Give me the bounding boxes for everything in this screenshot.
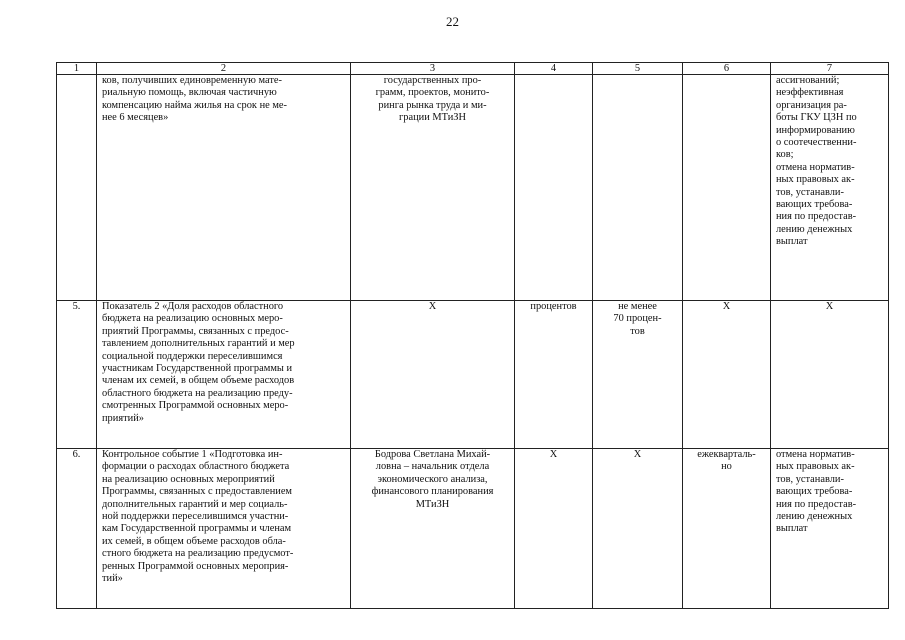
cell-line: социальной поддержки переселившимся bbox=[102, 350, 283, 362]
cell-line: Х bbox=[549, 449, 558, 460]
column-number: 6 bbox=[683, 63, 771, 75]
cell-line: МТиЗН bbox=[415, 498, 450, 510]
cell-line: ных правовых ак- bbox=[776, 461, 855, 473]
cell-line: тов bbox=[630, 325, 645, 337]
cell-line: лению денежных bbox=[776, 511, 853, 523]
cell-line: Х bbox=[633, 449, 642, 460]
cell-line: ния по предостав- bbox=[776, 211, 857, 223]
cell-line: ежекварталь- bbox=[697, 449, 756, 460]
cell-line: Х bbox=[825, 301, 834, 312]
target-value-cell bbox=[593, 75, 683, 301]
period-cell bbox=[683, 301, 771, 449]
cell-line: вающих требова- bbox=[776, 199, 853, 211]
cell-line: ной поддержки переселившимся участни- bbox=[102, 511, 289, 523]
cell-line: государственных про- bbox=[383, 75, 482, 86]
cell-line: тавлением дополнительных гарантий и мер bbox=[102, 338, 295, 350]
row-number-cell: 6. bbox=[57, 449, 97, 609]
column-number: 2 bbox=[97, 63, 351, 75]
cell-line: формации о расходах областного бюджета bbox=[102, 461, 290, 473]
cell-line: нее 6 месяцев» bbox=[102, 112, 169, 124]
cell-line: процентов bbox=[530, 301, 577, 312]
cell-line: лению денежных bbox=[776, 223, 853, 235]
description-cell bbox=[97, 449, 351, 609]
table-row bbox=[57, 301, 889, 449]
target-value-cell bbox=[593, 449, 683, 609]
cell-line: Показатель 2 «Доля расходов областного bbox=[102, 301, 284, 312]
column-number: 3 bbox=[351, 63, 515, 75]
responsible-cell bbox=[351, 301, 515, 449]
cell-line: информированию bbox=[776, 124, 855, 136]
cell-line: отмена норматив- bbox=[776, 161, 855, 173]
measures-table bbox=[56, 62, 889, 609]
column-number-row bbox=[57, 63, 889, 75]
column-number: 7 bbox=[771, 63, 889, 75]
cell-line: ков, получивших единовременную мате- bbox=[102, 75, 282, 86]
unit-cell bbox=[515, 301, 593, 449]
cell-line: ассигнований; bbox=[776, 75, 840, 86]
target-value-cell bbox=[593, 301, 683, 449]
page-number: 22 bbox=[446, 14, 459, 29]
cell-line: грамм, проектов, монито- bbox=[375, 87, 490, 99]
cell-line: риальную помощь, включая частичную bbox=[102, 87, 277, 99]
cell-line: ния по предостав- bbox=[776, 498, 857, 510]
cell-line: членам их семей, в общем объеме расходов bbox=[102, 375, 295, 387]
cell-line: но bbox=[721, 461, 732, 473]
risks-cell bbox=[771, 301, 889, 449]
column-number: 1 bbox=[57, 63, 97, 75]
cell-line: Контрольное событие 1 «Подготовка ин- bbox=[102, 449, 283, 460]
column-number: 5 bbox=[593, 63, 683, 75]
cell-line: ринга рынка труда и ми- bbox=[378, 99, 487, 111]
cell-line: ных правовых ак- bbox=[776, 174, 855, 186]
cell-line: их семей, в общем объеме расходов обла- bbox=[102, 535, 286, 547]
cell-line: Бодрова Светлана Михай- bbox=[374, 449, 491, 460]
risks-cell bbox=[771, 75, 889, 301]
cell-line: Х bbox=[722, 301, 731, 312]
cell-line: ренных Программой основных мероприя- bbox=[102, 560, 289, 572]
cell-line: не менее bbox=[618, 301, 657, 312]
cell-line: вающих требова- bbox=[776, 486, 853, 498]
cell-line: грации МТиЗН bbox=[399, 112, 466, 124]
description-cell bbox=[97, 301, 351, 449]
cell-line: финансового планирования bbox=[371, 486, 494, 498]
risks-cell bbox=[771, 449, 889, 609]
row-number-cell: 5. bbox=[57, 301, 97, 449]
cell-line: тов, устанавли- bbox=[776, 473, 844, 485]
cell-line: бюджета на реализацию основных меро- bbox=[102, 313, 283, 325]
cell-line: кам Государственной программы и членам bbox=[102, 523, 292, 535]
cell-line: неэффективная bbox=[776, 87, 844, 99]
responsible-cell bbox=[351, 75, 515, 301]
responsible-cell bbox=[351, 449, 515, 609]
cell-line: организация ра- bbox=[776, 99, 847, 111]
cell-line: стного бюджета на реализацию предусмот- bbox=[102, 548, 294, 560]
cell-line: боты ГКУ ЦЗН по bbox=[776, 112, 857, 124]
cell-line: Х bbox=[428, 301, 437, 312]
cell-line: экономического анализа, bbox=[377, 473, 488, 485]
cell-line: на реализацию основных мероприятий bbox=[102, 473, 275, 485]
period-cell bbox=[683, 449, 771, 609]
cell-line: участникам Государственной программы и bbox=[102, 363, 293, 375]
cell-line: ловна – начальник отдела bbox=[375, 461, 490, 473]
unit-cell bbox=[515, 449, 593, 609]
cell-line: о соотечественни- bbox=[776, 137, 857, 149]
cell-line: компенсацию найма жилья на срок не ме- bbox=[102, 99, 287, 111]
table-row bbox=[57, 449, 889, 609]
cell-line: выплат bbox=[776, 523, 808, 535]
cell-line: дополнительных гарантий и мер социаль- bbox=[102, 498, 288, 510]
cell-line: тов, устанавли- bbox=[776, 186, 844, 198]
column-number: 4 bbox=[515, 63, 593, 75]
cell-line: смотренных Программой основных меро- bbox=[102, 400, 289, 412]
cell-line: областного бюджета на реализацию преду- bbox=[102, 387, 293, 399]
cell-line: тий» bbox=[102, 573, 123, 585]
cell-line: приятий» bbox=[102, 412, 144, 424]
cell-line: приятий Программы, связанных с предос- bbox=[102, 325, 289, 337]
period-cell bbox=[683, 75, 771, 301]
table-row bbox=[57, 75, 889, 301]
cell-line: выплат bbox=[776, 236, 808, 248]
description-cell bbox=[97, 75, 351, 301]
unit-cell bbox=[515, 75, 593, 301]
cell-line: 70 процен- bbox=[613, 313, 662, 325]
row-number-cell bbox=[57, 75, 97, 301]
cell-line: ков; bbox=[776, 149, 794, 161]
cell-line: отмена норматив- bbox=[776, 449, 855, 460]
cell-line: Программы, связанных с предоставлением bbox=[102, 486, 293, 498]
